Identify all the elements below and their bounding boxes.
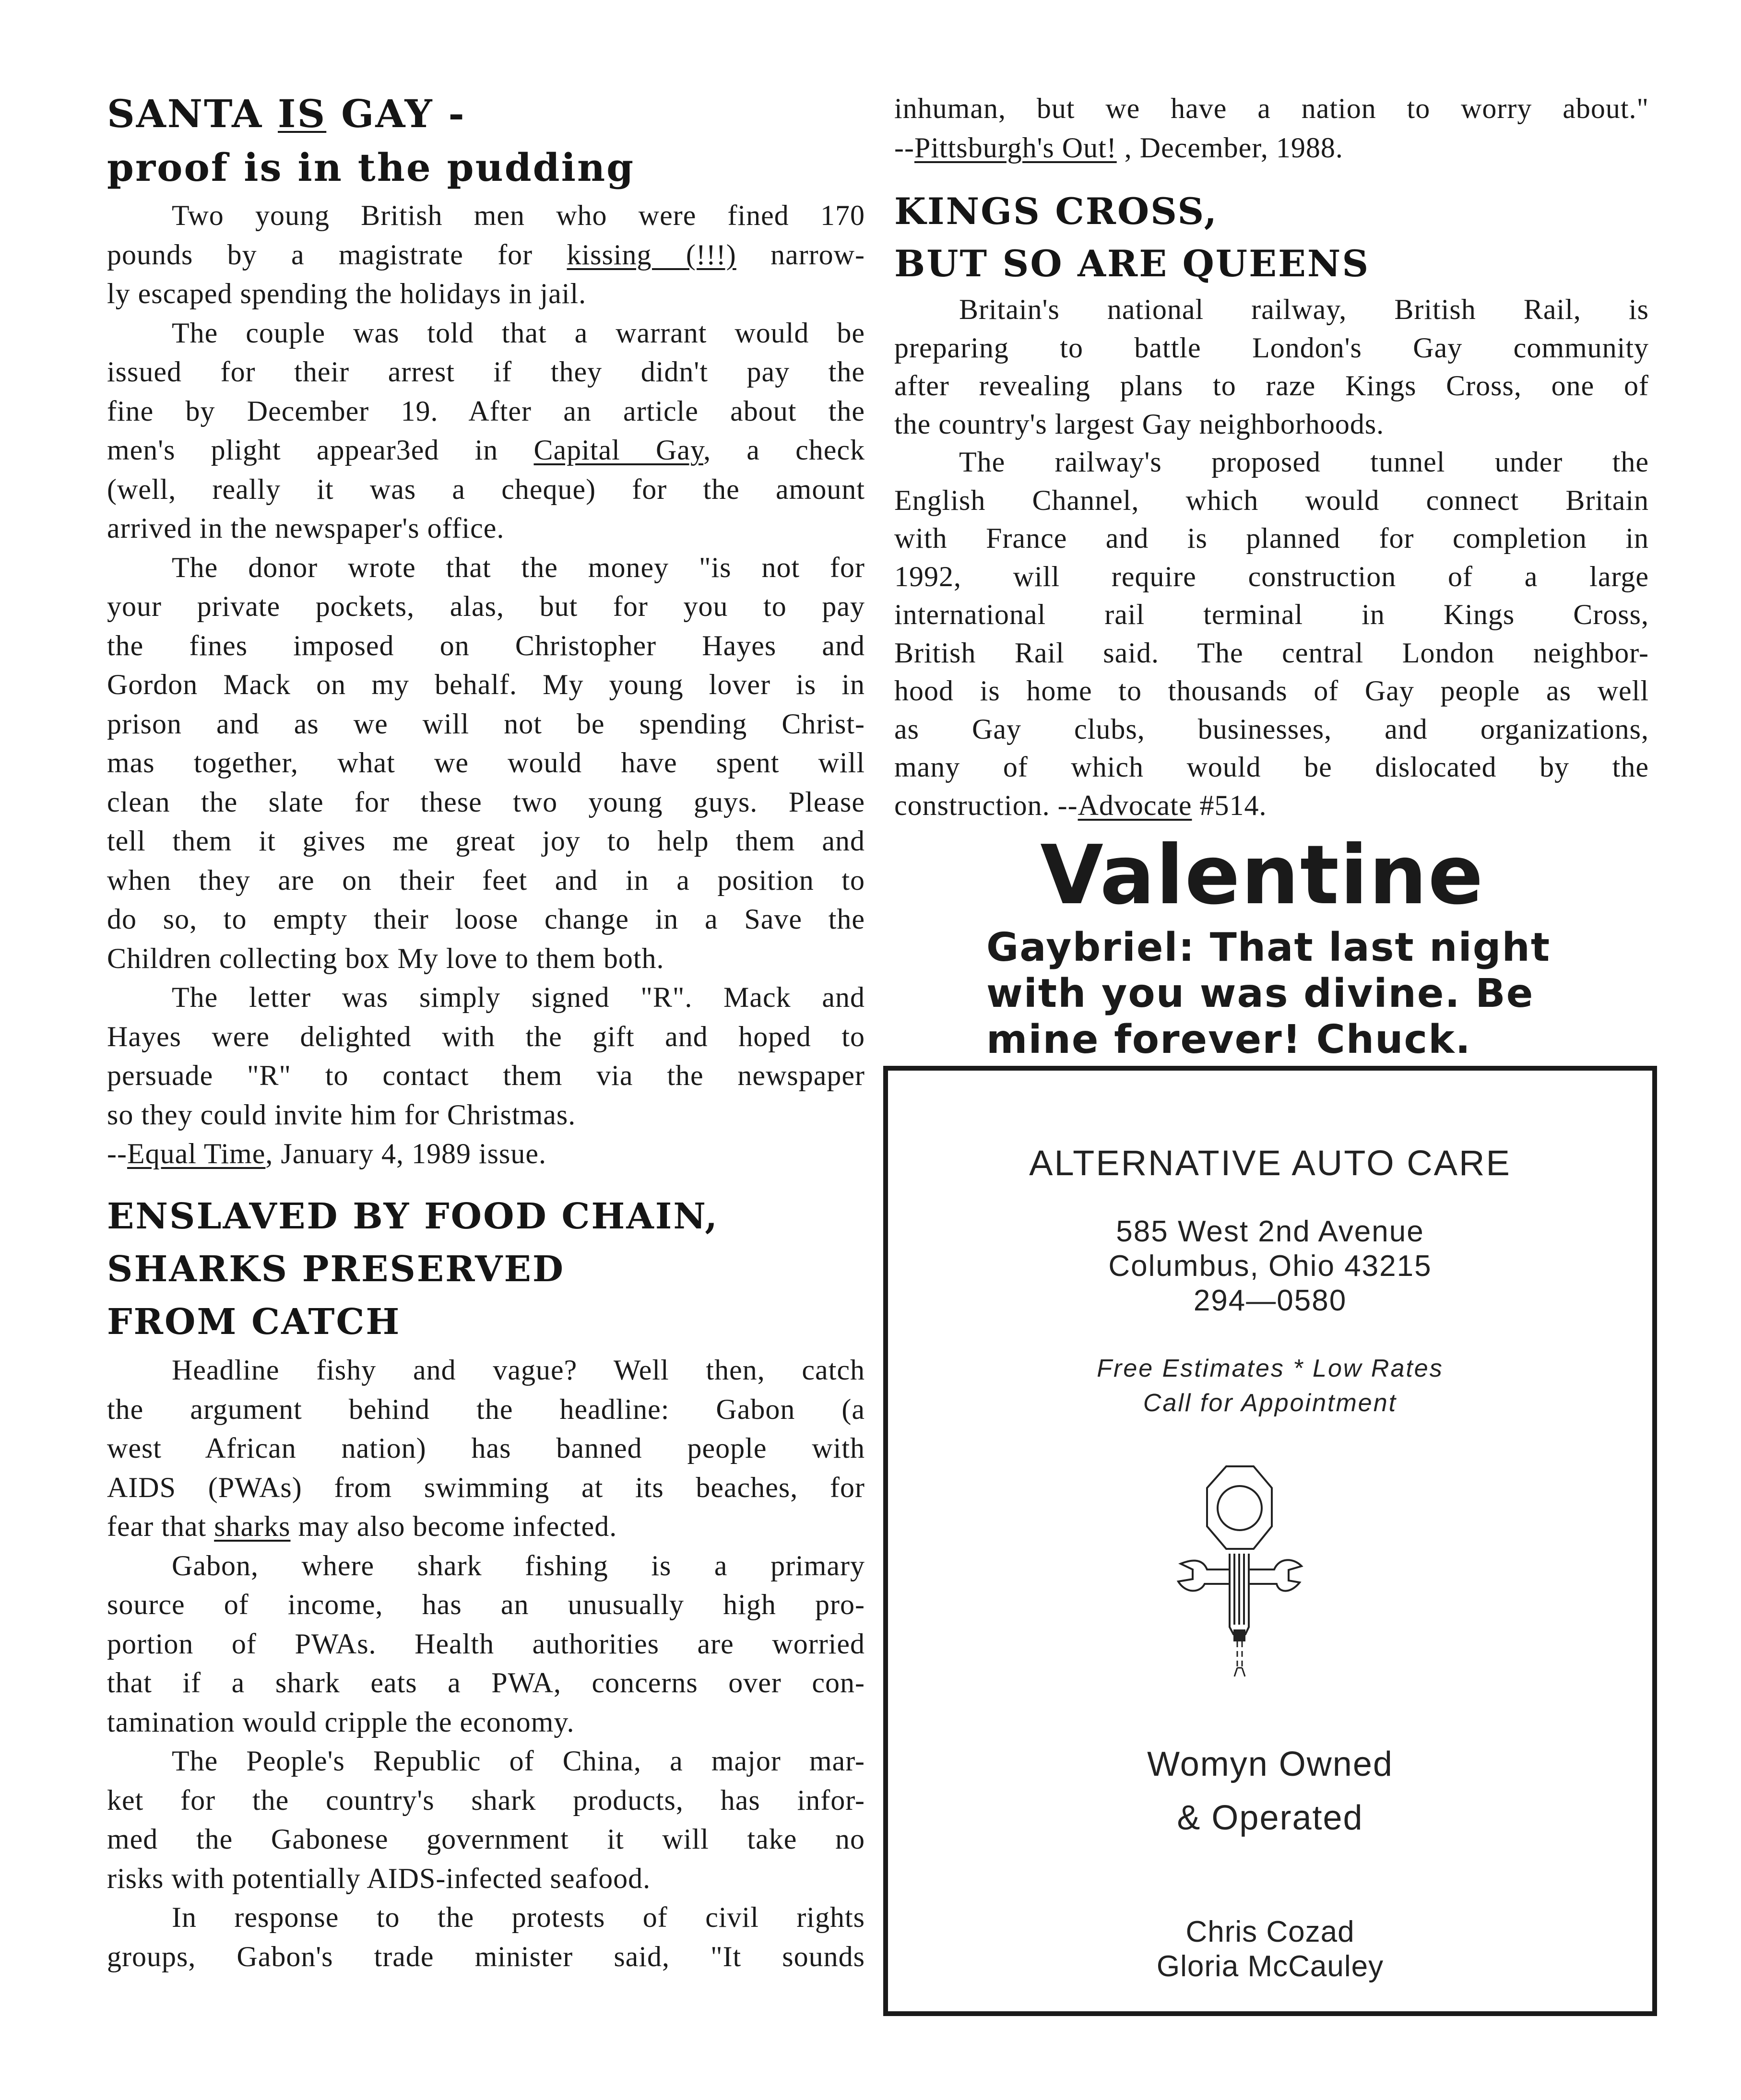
article-sharks-body [107, 1351, 865, 1976]
paragraph [894, 291, 1649, 443]
text-line [894, 787, 1649, 825]
valentine-title: Valentine [1040, 828, 1484, 923]
text-run: groups, Gabon's trade minister said, "It sounds [107, 1940, 865, 1972]
auto-care-advertisement [883, 1066, 1657, 2016]
text-run: narrow- [736, 238, 865, 271]
valentine-message-line: Gaybriel: That last night [986, 925, 1551, 970]
text-line [107, 1351, 865, 1390]
text-run: international rail terminal in Kings Cross, [894, 599, 1649, 630]
text-line [107, 1937, 865, 1977]
text-line [894, 710, 1649, 749]
text-run: preparing to battle London's Gay community [894, 331, 1649, 364]
text-line [894, 596, 1649, 634]
text-line [107, 1585, 865, 1625]
text-line [894, 519, 1649, 558]
ad-ownership-line: Womyn Owned [1147, 1745, 1393, 1783]
paragraph [107, 196, 865, 314]
text-run: fine by December 19. After an article about the [107, 395, 865, 427]
headline-line [107, 1243, 719, 1296]
text-run: hood is home to thousands of Gay people as well [894, 675, 1649, 707]
text-run: Headline fishy and vague? Well then, catch [172, 1354, 865, 1386]
text-run: inhuman, but we have a nation to worry about." [894, 93, 1649, 124]
text-line [894, 367, 1649, 405]
text-run: The donor wrote that the money "is not for [172, 551, 865, 583]
text-run: , January 4, 1989 issue. [265, 1138, 546, 1169]
valentine-message-line: with you was divine. Be [986, 971, 1534, 1016]
text-run: when they are on their feet and in a position to [107, 864, 865, 896]
text-line [107, 1056, 865, 1096]
text-run: tamination would cripple the economy. [107, 1706, 575, 1738]
text-run: the fines imposed on Christopher Hayes and [107, 629, 865, 661]
underlined-reference: Advocate [1078, 789, 1192, 821]
text-line [107, 314, 865, 353]
text-line [894, 129, 1649, 168]
text-run: 1992, will require construction of a large [894, 560, 1649, 592]
paragraph [894, 89, 1649, 167]
headline-line [894, 185, 1370, 237]
text-line [107, 1859, 865, 1899]
text-line [107, 353, 865, 392]
text-line [107, 665, 865, 705]
ad-ownership-line: & Operated [1177, 1799, 1363, 1837]
headline-line [107, 141, 635, 194]
text-run: persuade "R" to contact them via the newspaper [107, 1060, 865, 1091]
text-line [107, 1134, 865, 1174]
text-line [107, 1703, 865, 1742]
paragraph [107, 314, 865, 548]
paragraph [107, 1898, 865, 1976]
text-run: clean the slate for these two young guys. Please [107, 786, 865, 818]
text-line [107, 196, 865, 236]
text-line [894, 672, 1649, 710]
text-run: ket for the country's shark products, has infor- [107, 1784, 865, 1816]
article-sharks-continued [894, 89, 1649, 167]
text-line [107, 978, 865, 1017]
paragraph [107, 1546, 865, 1742]
text-run: In response to the protests of civil rights [172, 1901, 865, 1933]
paragraph [894, 443, 1649, 825]
ad-address-line: Columbus, Ohio 43215 [1108, 1250, 1432, 1283]
text-run: English Channel, which would connect Britain [894, 484, 1649, 516]
text-line [107, 900, 865, 939]
ad-business-name: ALTERNATIVE AUTO CARE [1029, 1143, 1511, 1183]
text-run: GAY - [326, 91, 466, 136]
text-run: KINGS CROSS, [894, 190, 1219, 233]
article-santa-headline [107, 87, 635, 194]
text-line [107, 470, 865, 509]
text-run: Hayes were delighted with the gift and hoped to [107, 1020, 865, 1052]
article-kings-cross-headline [894, 185, 1370, 290]
text-line [894, 482, 1649, 520]
text-run: construction. -- [894, 789, 1078, 821]
text-line [107, 548, 865, 588]
ad-tagline-line: Free Estimates * Low Rates [1097, 1355, 1444, 1382]
text-line [107, 1742, 865, 1781]
ad-ownership [888, 1737, 1652, 1845]
paragraph [107, 1742, 865, 1898]
text-run: BUT SO ARE QUEENS [894, 242, 1370, 285]
text-run: Gordon Mack on my behalf. My young lover is in [107, 669, 865, 700]
text-run: as Gay clubs, businesses, and organizations, [894, 713, 1649, 745]
text-line [107, 509, 865, 548]
article-sharks-headline [107, 1190, 719, 1348]
text-line [894, 558, 1649, 596]
underlined-reference: IS [278, 91, 327, 136]
text-run: The People's Republic of China, a major mar- [172, 1745, 865, 1777]
valentine-message [986, 925, 1551, 1063]
valentine-message-line: mine forever! Chuck. [986, 1017, 1471, 1062]
text-line [107, 236, 865, 275]
paragraph [107, 548, 865, 979]
headline-line [107, 1296, 719, 1348]
text-run: that if a shark eats a PWA, concerns over con- [107, 1667, 865, 1699]
text-run: pounds by a magistrate for [107, 238, 567, 271]
text-line [107, 1625, 865, 1664]
text-run: Children collecting box My love to them both. [107, 942, 664, 974]
article-santa-body [107, 196, 865, 1174]
text-run: fear that [107, 1510, 214, 1542]
text-line [107, 1390, 865, 1429]
text-run: source of income, has an unusually high pro- [107, 1589, 865, 1620]
text-line [894, 634, 1649, 672]
headline-line [894, 237, 1370, 290]
text-line [107, 861, 865, 900]
paragraph [107, 1134, 865, 1174]
text-line [894, 89, 1649, 129]
text-run: , a check [703, 434, 865, 466]
text-line [107, 783, 865, 822]
text-run: , December, 1988. [1116, 131, 1343, 164]
text-line [894, 405, 1649, 444]
paragraph [107, 1351, 865, 1546]
text-line [107, 1017, 865, 1057]
text-run: the argument behind the headline: Gabon (a [107, 1393, 865, 1425]
ad-owner-name: Chris Cozad [1185, 1915, 1355, 1948]
text-run: the country's largest Gay neighborhoods. [894, 408, 1385, 440]
text-run: #514. [1192, 789, 1267, 821]
text-line [107, 1507, 865, 1546]
text-run: arrived in the newspaper's office. [107, 512, 505, 544]
text-line [107, 822, 865, 861]
text-run: many of which would be dislocated by the [894, 751, 1649, 783]
text-run: risks with potentially AIDS-infected seafood. [107, 1862, 651, 1894]
text-run: (well, really it was a cheque) for the amount [107, 473, 865, 505]
text-run: tell them it gives me great joy to help them and [107, 825, 865, 857]
text-run: may also become infected. [290, 1510, 617, 1542]
text-run: The letter was simply signed "R". Mack and [172, 981, 865, 1013]
text-line [107, 626, 865, 666]
paragraph [107, 978, 865, 1134]
text-line [107, 392, 865, 431]
text-run: -- [107, 1138, 127, 1169]
ad-address [888, 1215, 1652, 1318]
text-line [107, 939, 865, 979]
underlined-reference: kissing (!!!) [567, 238, 736, 271]
text-line [107, 1546, 865, 1586]
text-run: med the Gabonese government it will take no [107, 1823, 865, 1855]
ad-tagline [888, 1351, 1652, 1420]
text-line [107, 587, 865, 626]
text-line [107, 1820, 865, 1859]
text-run: The railway's proposed tunnel under the [959, 446, 1649, 478]
text-line [894, 748, 1649, 787]
ad-owners [888, 1915, 1652, 1984]
text-line [894, 329, 1649, 367]
text-run: -- [894, 131, 914, 164]
text-run: portion of PWAs. Health authorities are worried [107, 1628, 865, 1660]
text-run: SHARKS PRESERVED [107, 1249, 565, 1290]
text-line [107, 705, 865, 744]
text-line [107, 431, 865, 470]
text-run: ENSLAVED BY FOOD CHAIN, [107, 1196, 719, 1237]
text-run: British Rail said. The central London neighbor- [894, 637, 1649, 669]
text-run: so they could invite him for Christmas. [107, 1098, 576, 1131]
text-run: with France and is planned for completion in [894, 522, 1649, 554]
text-line [107, 1781, 865, 1820]
ad-phone: 294—0580 [1193, 1284, 1347, 1317]
text-line [894, 291, 1649, 329]
underlined-reference: Capital Gay [533, 434, 704, 466]
text-line [107, 1096, 865, 1135]
text-line [107, 743, 865, 783]
text-run: Two young British men who were fined 170 [172, 200, 865, 231]
text-run: men's plight appear3ed in [107, 434, 534, 466]
text-run: issued for their arrest if they didn't pay the [107, 356, 865, 388]
text-run: Gabon, where shark fishing is a primary [172, 1549, 865, 1581]
ad-address-line: 585 West 2nd Avenue [1116, 1215, 1424, 1248]
article-kings-cross-body [894, 291, 1649, 825]
text-line [107, 1429, 865, 1468]
headline-line [107, 1190, 719, 1243]
text-run: prison and as we will not be spending Christ- [107, 708, 865, 740]
text-run: west African nation) has banned people with [107, 1432, 865, 1464]
text-line [894, 443, 1649, 482]
ad-tagline-line: Call for Appointment [1143, 1389, 1398, 1417]
text-run: do so, to empty their loose change in a Save the [107, 903, 865, 935]
text-run: SANTA [107, 91, 278, 136]
text-line [107, 1468, 865, 1508]
womyn-tools-logo-icon [1176, 1462, 1349, 1682]
text-run: your private pockets, alas, but for you to pay [107, 590, 865, 622]
text-run: ly escaped spending the holidays in jail. [107, 278, 587, 309]
text-run: proof is in the pudding [107, 145, 635, 190]
text-line [107, 1663, 865, 1703]
underlined-reference: Equal Time [127, 1138, 266, 1169]
text-run: mas together, what we would have spent will [107, 747, 865, 779]
underlined-reference: Pittsburgh's Out! [914, 131, 1117, 164]
text-line [107, 274, 865, 314]
text-line [107, 1898, 865, 1937]
text-run: AIDS (PWAs) from swimming at its beaches, for [107, 1471, 865, 1503]
underlined-reference: sharks [214, 1510, 291, 1542]
headline-line [107, 87, 635, 141]
ad-owner-name: Gloria McCauley [1156, 1950, 1384, 1983]
text-run: The couple was told that a warrant would be [172, 317, 865, 349]
text-run: after revealing plans to raze Kings Cross, one of [894, 370, 1649, 401]
text-run: Britain's national railway, British Rail, is [959, 294, 1649, 325]
text-run: FROM CATCH [107, 1301, 401, 1343]
